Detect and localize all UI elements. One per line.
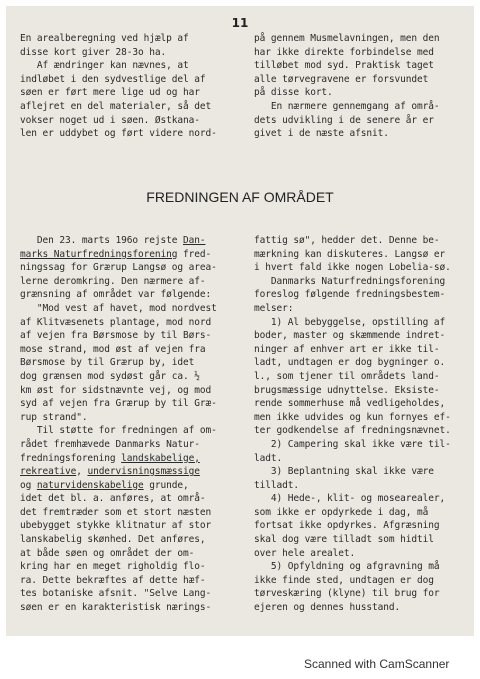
text-line: over hele arealet. bbox=[254, 547, 356, 559]
text-segment: fredningsforening bbox=[20, 452, 122, 464]
text-segment: , bbox=[76, 466, 88, 478]
text-line: vokser noget ud i søen. Østkana- bbox=[20, 114, 200, 126]
text-line: på gennem Musmelavningen, men den bbox=[254, 33, 440, 44]
text-line: tilladt. bbox=[254, 479, 299, 491]
text-line: dets udvikling i de senere år er bbox=[254, 114, 434, 126]
text-line: ninger af enhver art er ikke til- bbox=[254, 343, 440, 355]
text-line: på disse kort. bbox=[254, 87, 333, 99]
text-line: ikke finde sted, undtagen er dog bbox=[254, 574, 434, 586]
text-line: En nærmere gennemgang af områ- bbox=[254, 100, 440, 112]
text-line: ladt. bbox=[254, 452, 283, 464]
text-line: af Klitvæsenets plantage, mod nord bbox=[20, 316, 212, 328]
text-line: 3) Beplantning skal ikke være bbox=[254, 466, 434, 478]
text-line: tes botaniske afsnit. "Selve Lang- bbox=[20, 588, 212, 600]
text-line: mose strand, mod øst af vejen fra bbox=[20, 343, 206, 355]
page-number: 11 bbox=[231, 16, 249, 30]
text-line: ejeren og dennes husstand. bbox=[254, 602, 401, 614]
text-line: brugsmæssige udnyttelse. Eksiste- bbox=[254, 384, 440, 396]
text-line: 1) Al bebyggelse, opstilling af bbox=[254, 316, 446, 328]
text-line: skal dog være tilladt som hidtil bbox=[254, 534, 434, 546]
bottom-left-column bbox=[20, 234, 240, 615]
bottom-right-column bbox=[254, 234, 468, 615]
underlined-text: landskabelige, bbox=[121, 452, 200, 464]
text-line: Af ændringer kan nævnes, at bbox=[20, 60, 189, 72]
text-line: 4) Hede-, klit- og mosearealer, bbox=[254, 493, 446, 505]
text-line bbox=[20, 452, 240, 466]
text-line: lanskabelig skønhed. Det anføres, bbox=[20, 534, 206, 546]
text-segment: Den 23. marts 196o rejste bbox=[20, 235, 183, 246]
text-line: boder, master og skæmmende indret- bbox=[254, 330, 446, 342]
text-line: mærkning kan diskuteres. Langsø er bbox=[254, 248, 446, 260]
scanner-watermark: Scanned with CamScanner bbox=[304, 657, 450, 671]
text-line: tilløbet mod syd. Praktisk taget bbox=[254, 60, 434, 72]
text-line: at både søen og området der om- bbox=[20, 547, 195, 559]
text-line: ra. Dette bekræftes af dette hæf- bbox=[20, 574, 206, 586]
text-line: Danmarks Naturfredningsforening bbox=[254, 275, 446, 287]
text-line bbox=[20, 248, 240, 262]
text-line: søen er en karakteristisk nærings- bbox=[20, 602, 212, 614]
text-line: som ikke er opdyrkede i dag, må bbox=[254, 506, 429, 518]
top-right-column bbox=[254, 32, 466, 141]
text-line bbox=[20, 465, 240, 479]
text-line: det fremtræder som et stort næsten bbox=[20, 506, 212, 518]
text-line: len er uddybet og ført videre nord- bbox=[20, 128, 217, 140]
text-line: fortsat ikke opdyrkes. Afgræsning bbox=[254, 520, 440, 532]
underlined-text: rekreative bbox=[20, 466, 77, 478]
underlined-text: Dan- bbox=[182, 235, 206, 246]
text-line: søen er ført mere lige ud og har bbox=[20, 87, 200, 99]
text-line: 2) Campering skal ikke være til- bbox=[254, 438, 451, 450]
underlined-text: marks Naturfredningsforening bbox=[20, 248, 178, 260]
text-line: rådet fremhævede Danmarks Natur- bbox=[20, 438, 200, 450]
text-line: 5) Opfyldning og afgravning må bbox=[254, 561, 440, 573]
text-line: foreslog følgende fredningsbestem- bbox=[254, 289, 446, 301]
text-line: rende sommerhuse må vedligeholdes, bbox=[254, 398, 446, 410]
text-line: melser: bbox=[254, 302, 294, 314]
text-line: En arealberegning ved hjælp af bbox=[20, 33, 189, 44]
text-line: "Mod vest af havet, mod nordvest bbox=[20, 302, 217, 314]
underlined-text: naturvidenskabelige bbox=[36, 479, 144, 491]
text-segment: fred- bbox=[177, 248, 212, 260]
text-line: tørveskæring (klyne) til brug for bbox=[254, 588, 440, 600]
text-line: ladt, undtagen er dog bygninger o. bbox=[254, 357, 446, 369]
text-segment: grunde, bbox=[143, 479, 189, 491]
text-line: dog grænsen mod sydøst går ca. ½ bbox=[20, 370, 200, 382]
text-line: idet det bl. a. anføres, at områ- bbox=[20, 493, 206, 505]
text-line bbox=[20, 234, 240, 248]
text-line: givet i de næste afsnit. bbox=[254, 128, 389, 140]
text-line: men ikke udvides og kun fornyes ef- bbox=[254, 411, 451, 423]
text-line: af vejen fra Børsmose by til Børs- bbox=[20, 330, 212, 342]
text-line: rup strand". bbox=[20, 411, 88, 423]
section-heading: FREDNINGEN AF OMRÅDET bbox=[146, 189, 334, 205]
text-line: grænsning af området var følgende: bbox=[20, 289, 212, 301]
text-line: l., som tjener til områdets land- bbox=[254, 370, 440, 382]
text-line: aflejret en del materialer, så det bbox=[20, 100, 212, 112]
top-left-column bbox=[20, 32, 238, 141]
underlined-text: undervisningsmæssige bbox=[87, 466, 200, 478]
text-line: ningssag for Grærup Langsø og area- bbox=[20, 262, 217, 274]
text-line: disse kort giver 28-3o ha. bbox=[20, 46, 167, 58]
text-segment: og bbox=[20, 479, 37, 491]
text-line: alle tørvegravene er forsvundet bbox=[254, 73, 429, 85]
text-line: Børsmose by til Grærup by, idet bbox=[20, 357, 195, 369]
text-line: har ikke direkte forbindelse med bbox=[254, 46, 434, 58]
text-line: lerne deromkring. Den nærmere af- bbox=[20, 275, 206, 287]
text-line: indløbet i den sydvestlige del af bbox=[20, 73, 206, 85]
text-line: kring har en meget righoldig flo- bbox=[20, 561, 206, 573]
text-line: syd af vejen fra Grærup by til Græ- bbox=[20, 398, 217, 410]
text-line: Til støtte for fredningen af om- bbox=[20, 425, 217, 437]
text-line: km øst for sidstnævnte vej, og mod bbox=[20, 384, 212, 396]
text-line: ter godkendelse af fredningsnævnet. bbox=[254, 425, 451, 437]
scanned-page bbox=[6, 6, 474, 636]
text-line: fattig sø", hedder det. Denne be- bbox=[254, 235, 440, 246]
text-line: i hvert fald ikke nogen Lobelia-sø. bbox=[254, 262, 451, 274]
text-line bbox=[20, 479, 240, 493]
text-line: ubebygget stykke klitnatur af stor bbox=[20, 520, 212, 532]
